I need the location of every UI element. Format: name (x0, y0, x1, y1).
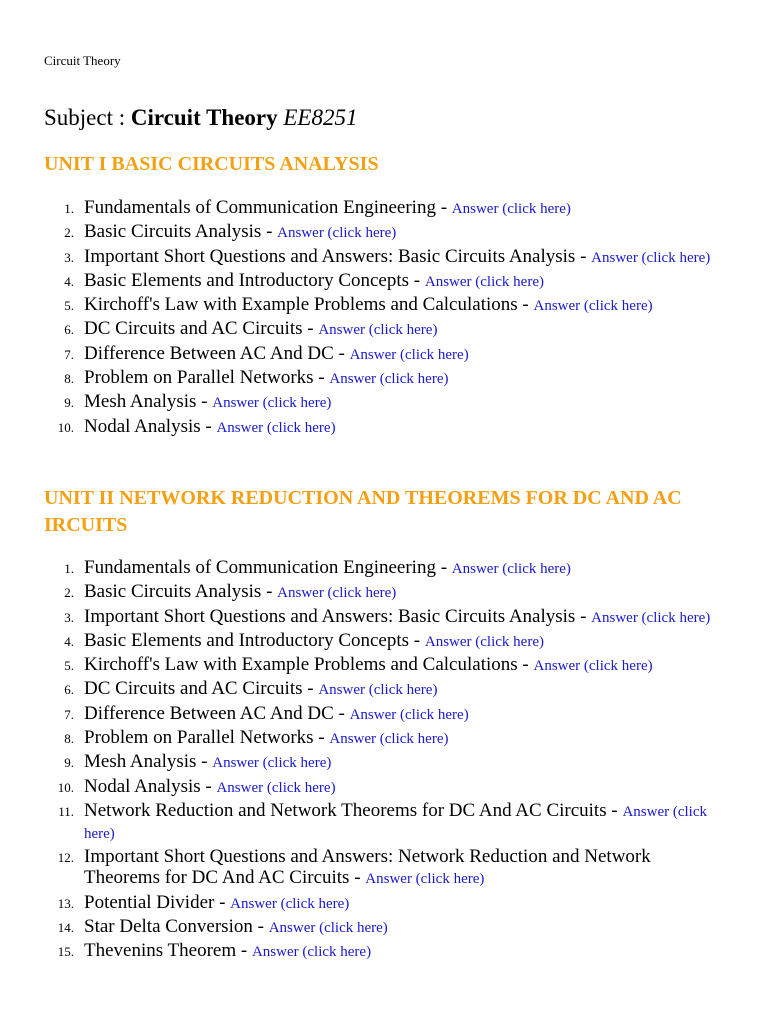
topic-list-item (64, 557, 724, 579)
topic-list-item (64, 702, 724, 725)
answer-link[interactable]: Answer (click here) (268, 919, 388, 936)
subject-prefix: Subject : (44, 105, 131, 130)
list-item-number: 5. (64, 298, 74, 314)
unit-2-title: UNIT II NETWORK REDUCTION AND THEOREMS FOR DC AND AC IRCUITS (44, 487, 682, 536)
topic-list-item (64, 629, 724, 652)
answer-link[interactable]: Answer (click here) (329, 371, 449, 388)
list-item-number: 11. (58, 803, 74, 819)
topic-title: Mesh Analysis - (84, 391, 213, 413)
list-item-number: 1. (64, 201, 74, 216)
answer-link[interactable]: Answer (click here) (318, 682, 438, 699)
answer-link[interactable]: Answer (click here) (84, 803, 707, 842)
list-item-number: 3. (64, 249, 74, 265)
answer-link[interactable]: Answer (click here) (451, 561, 571, 577)
topic-title: Basic Circuits Analysis - (84, 581, 278, 603)
topic-list-item (64, 654, 724, 676)
answer-link[interactable]: Answer (click here) (251, 944, 372, 961)
answer-link[interactable]: Answer (click here) (365, 871, 485, 888)
topic-title: Nodal Analysis - (84, 775, 217, 797)
topic-list-item (64, 221, 724, 243)
list-item-number: 14. (57, 919, 74, 935)
answer-link[interactable]: Answer (click here) (451, 201, 571, 217)
topic-list-item (64, 318, 724, 340)
topic-title: Problem on Parallel Networks - (84, 367, 330, 389)
list-item-number: 2. (64, 585, 74, 601)
topic-list-item (57, 915, 724, 938)
topic-title: Thevenins Theorem - (84, 940, 252, 962)
list-item-number: 6. (64, 682, 74, 698)
topic-list-item (64, 751, 724, 773)
topic-list-item (64, 269, 724, 292)
topic-list-item (64, 727, 724, 749)
answer-link[interactable]: Answer (click here) (318, 322, 438, 339)
list-item-number: 6. (64, 322, 74, 338)
answer-link[interactable]: Answer (click here) (212, 755, 332, 772)
topic-title: Difference Between AC And DC - (84, 342, 350, 364)
topic-title: Important Short Questions and Answers: Basic Circuits Analysis - (84, 245, 592, 267)
topic-list-item (57, 775, 724, 798)
topic-list-item (57, 891, 724, 914)
list-item-number: 3. (64, 609, 74, 625)
topic-title: Important Short Questions and Answers: Network Reduction and Network Theorems for DC And AC Circuits - (84, 846, 651, 889)
topic-list-item (64, 605, 724, 628)
topic-list-item (64, 678, 724, 700)
answer-link[interactable]: Answer (click here) (533, 298, 653, 315)
list-item-number: 15. (57, 944, 74, 960)
topic-list-item (64, 581, 724, 603)
topic-title: Fundamentals of Communication Engineering - (84, 557, 452, 578)
topic-list-item (57, 940, 724, 962)
topic-title: Problem on Parallel Networks - (84, 727, 330, 749)
answer-link[interactable]: Answer (click here) (349, 346, 469, 363)
list-item-number: 4. (64, 633, 74, 649)
answer-link[interactable]: Answer (click here) (533, 658, 653, 675)
unit-1-topic-list (44, 197, 724, 440)
topic-title: Mesh Analysis - (84, 751, 213, 773)
subject-code: EE8251 (283, 105, 358, 130)
topic-title: DC Circuits and AC Circuits - (84, 678, 319, 700)
list-item-number: 10. (57, 419, 74, 435)
topic-title: Important Short Questions and Answers: Basic Circuits Analysis - (84, 605, 592, 627)
answer-link[interactable]: Answer (click here) (349, 706, 469, 723)
list-item-number: 10. (57, 779, 74, 795)
topic-list-item (64, 391, 724, 413)
topic-title: Fundamentals of Communication Engineering - (84, 197, 452, 218)
list-item-number: 4. (64, 273, 74, 289)
answer-link[interactable]: Answer (click here) (277, 225, 397, 242)
topic-title: Basic Elements and Introductory Concepts - (84, 629, 425, 651)
unit-1-title: UNIT I BASIC CIRCUITS ANALYSIS (44, 153, 379, 175)
list-item-number: 5. (64, 658, 74, 674)
list-item-number: 1. (64, 561, 74, 576)
subject-name: Circuit Theory (130, 105, 278, 130)
list-item-number: 9. (64, 755, 74, 771)
topic-list-item (64, 367, 724, 389)
topic-list-item (64, 197, 724, 219)
topic-title: Potential Divider - (84, 891, 231, 913)
answer-link[interactable]: Answer (click here) (591, 609, 711, 626)
subject-heading (44, 105, 357, 131)
topic-list-item (57, 846, 724, 889)
answer-link[interactable]: Answer (click here) (230, 895, 350, 912)
answer-link[interactable]: Answer (click here) (591, 249, 711, 266)
list-item-number: 8. (64, 731, 74, 747)
list-item-number: 9. (64, 395, 74, 411)
answer-link[interactable]: Answer (click here) (277, 585, 397, 602)
topic-title: Kirchoff's Law with Example Problems and Calculations - (84, 654, 534, 676)
topic-list-item (58, 799, 724, 844)
topic-title: Kirchoff's Law with Example Problems and Calculations - (84, 294, 534, 316)
list-item-number: 7. (64, 346, 74, 362)
list-item-number: 12. (57, 850, 74, 866)
list-item-number: 2. (64, 225, 74, 241)
answer-link[interactable]: Answer (click here) (424, 273, 544, 290)
answer-link[interactable]: Answer (click here) (329, 731, 449, 748)
topic-title: Basic Circuits Analysis - (84, 221, 278, 243)
answer-link[interactable]: Answer (click here) (216, 779, 336, 796)
unit-2-topic-list (44, 557, 724, 964)
list-item-number: 13. (57, 895, 74, 911)
answer-link[interactable]: Answer (click here) (216, 419, 336, 436)
topic-list-item (64, 245, 724, 268)
topic-title: Difference Between AC And DC - (84, 702, 350, 724)
answer-link[interactable]: Answer (click here) (212, 395, 332, 412)
topic-list-item (64, 342, 724, 365)
topic-title: Network Reduction and Network Theorems for DC And AC Circuits - (84, 799, 623, 821)
topic-list-item (64, 294, 724, 316)
topic-title: Basic Elements and Introductory Concepts - (84, 269, 425, 291)
topic-list-item (57, 415, 724, 438)
list-item-number: 8. (64, 371, 74, 387)
topic-title: Star Delta Conversion - (84, 915, 269, 937)
topic-title: DC Circuits and AC Circuits - (84, 318, 319, 340)
topic-title: Nodal Analysis - (84, 415, 217, 437)
answer-link[interactable]: Answer (click here) (424, 633, 544, 650)
list-item-number: 7. (64, 706, 74, 722)
page-header-title: Circuit Theory (44, 53, 121, 68)
